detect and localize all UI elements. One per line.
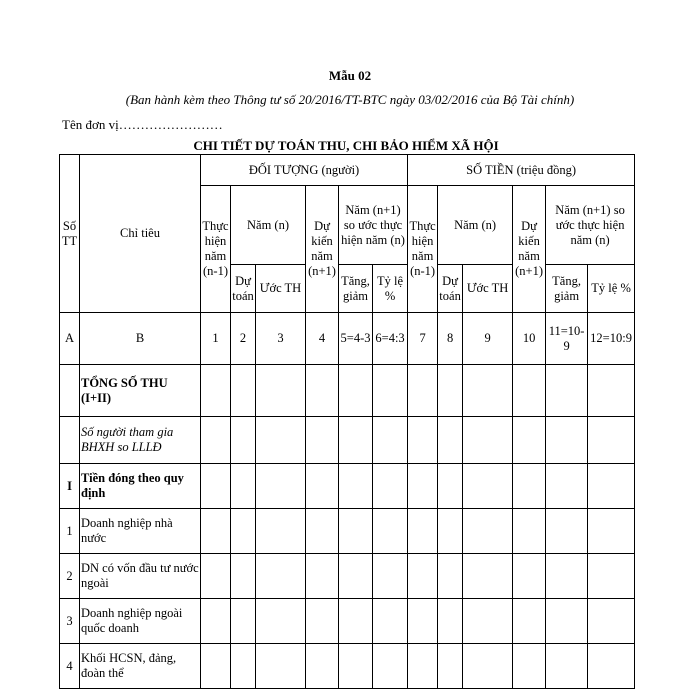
data-cell	[463, 554, 513, 599]
column-code: 3	[256, 313, 306, 365]
data-cell	[546, 554, 588, 599]
data-cell	[306, 464, 339, 509]
table-row	[60, 509, 635, 554]
data-cell	[408, 644, 438, 689]
data-cell	[231, 509, 256, 554]
header-thuc-hien: Thực hiện năm (n-1)	[201, 186, 231, 313]
data-cell	[408, 509, 438, 554]
row-stt: 3	[60, 599, 80, 644]
row-label: TỔNG SỐ THU (I+II)	[80, 365, 201, 417]
data-cell	[588, 417, 635, 464]
data-cell	[373, 554, 408, 599]
data-cell	[513, 365, 546, 417]
data-cell	[546, 644, 588, 689]
column-code: 5=4-3	[339, 313, 373, 365]
data-cell	[339, 464, 373, 509]
row-label: Doanh nghiệp ngoài quốc doanh	[80, 599, 201, 644]
data-cell	[588, 365, 635, 417]
data-cell	[373, 599, 408, 644]
data-cell	[306, 599, 339, 644]
data-cell	[408, 599, 438, 644]
data-cell	[463, 464, 513, 509]
data-cell	[438, 509, 463, 554]
issued-by-note: (Ban hành kèm theo Thông tư số 20/2016/TT-BTC ngày 03/02/2016 của Bộ Tài chính)	[125, 92, 575, 107]
column-code: 10	[513, 313, 546, 365]
row-stt: 1	[60, 509, 80, 554]
header-tang-giam: Tăng, giảm	[546, 265, 588, 313]
column-code-row	[60, 313, 635, 365]
data-cell	[438, 644, 463, 689]
data-cell	[373, 644, 408, 689]
budget-table	[59, 154, 635, 689]
header-ty-le: Tỷ lệ %	[588, 265, 635, 313]
row-label: Tiền đóng theo quy định	[80, 464, 201, 509]
header-thuc-hien: Thực hiện năm (n-1)	[408, 186, 438, 313]
data-cell	[373, 417, 408, 464]
data-cell	[339, 554, 373, 599]
table-row	[60, 365, 635, 417]
row-label: Doanh nghiệp nhà nước	[80, 509, 201, 554]
data-cell	[513, 417, 546, 464]
header-so-tien: SỐ TIỀN (triệu đồng)	[408, 155, 635, 186]
header-stt: Số TT	[60, 155, 80, 313]
column-code: 4	[306, 313, 339, 365]
data-cell	[201, 417, 231, 464]
row-stt	[60, 365, 80, 417]
data-cell	[546, 417, 588, 464]
data-cell	[588, 554, 635, 599]
data-cell	[513, 464, 546, 509]
data-cell	[438, 417, 463, 464]
data-cell	[231, 464, 256, 509]
data-cell	[513, 599, 546, 644]
data-cell	[306, 417, 339, 464]
column-code: 2	[231, 313, 256, 365]
table-row	[60, 464, 635, 509]
data-cell	[231, 644, 256, 689]
data-cell	[339, 365, 373, 417]
data-cell	[513, 509, 546, 554]
data-cell	[256, 464, 306, 509]
data-cell	[306, 644, 339, 689]
data-cell	[201, 365, 231, 417]
data-cell	[373, 464, 408, 509]
data-cell	[408, 417, 438, 464]
header-nam-n1-so-uoc: Năm (n+1) so ước thực hiện năm (n)	[546, 186, 635, 265]
table-row	[60, 417, 635, 464]
form-code: Mẫu 02	[328, 68, 372, 83]
data-cell	[373, 365, 408, 417]
column-code: 11=10-9	[546, 313, 588, 365]
data-cell	[463, 599, 513, 644]
data-cell	[546, 464, 588, 509]
column-code: 7	[408, 313, 438, 365]
data-cell	[463, 509, 513, 554]
data-cell	[339, 509, 373, 554]
data-cell	[339, 644, 373, 689]
data-cell	[231, 554, 256, 599]
column-code: B	[80, 313, 201, 365]
unit-name-line: Tên đơn vị……………………	[62, 117, 223, 132]
data-cell	[438, 554, 463, 599]
data-cell	[438, 464, 463, 509]
data-cell	[408, 365, 438, 417]
data-cell	[256, 599, 306, 644]
data-cell	[201, 554, 231, 599]
data-cell	[463, 644, 513, 689]
data-cell	[306, 554, 339, 599]
data-cell	[231, 599, 256, 644]
table-row	[60, 644, 635, 689]
row-stt	[60, 417, 80, 464]
header-doi-tuong: ĐỐI TƯỢNG (người)	[201, 155, 408, 186]
column-code: A	[60, 313, 80, 365]
data-cell	[438, 365, 463, 417]
header-du-toan: Dự toán	[438, 265, 463, 313]
data-cell	[339, 417, 373, 464]
row-stt: 4	[60, 644, 80, 689]
header-nam-n: Năm (n)	[231, 186, 306, 265]
data-cell	[256, 365, 306, 417]
data-cell	[231, 365, 256, 417]
data-cell	[231, 417, 256, 464]
row-stt: 2	[60, 554, 80, 599]
header-du-toan: Dự toán	[231, 265, 256, 313]
data-cell	[588, 599, 635, 644]
data-cell	[256, 554, 306, 599]
data-cell	[588, 509, 635, 554]
data-cell	[201, 464, 231, 509]
data-cell	[201, 599, 231, 644]
header-nam-n: Năm (n)	[438, 186, 513, 265]
data-cell	[513, 554, 546, 599]
data-cell	[588, 464, 635, 509]
data-cell	[513, 644, 546, 689]
data-cell	[546, 509, 588, 554]
data-cell	[373, 509, 408, 554]
column-code: 8	[438, 313, 463, 365]
data-cell	[463, 365, 513, 417]
data-cell	[408, 464, 438, 509]
table-row	[60, 599, 635, 644]
data-cell	[256, 417, 306, 464]
header-nam-n1-so-uoc: Năm (n+1) so ước thực hiện năm (n)	[339, 186, 408, 265]
header-tang-giam: Tăng, giảm	[339, 265, 373, 313]
data-cell	[546, 599, 588, 644]
data-cell	[306, 509, 339, 554]
column-code: 12=10:9	[588, 313, 635, 365]
row-label: Số người tham gia BHXH so LLLĐ	[80, 417, 201, 464]
header-du-kien: Dự kiến năm (n+1)	[306, 186, 339, 313]
data-cell	[438, 599, 463, 644]
data-cell	[546, 365, 588, 417]
data-cell	[306, 365, 339, 417]
data-cell	[408, 554, 438, 599]
header-uoc-th: Ước TH	[256, 265, 306, 313]
header-uoc-th: Ước TH	[463, 265, 513, 313]
table-body	[60, 155, 635, 689]
data-cell	[463, 417, 513, 464]
document-title: CHI TIẾT DỰ TOÁN THU, CHI BẢO HIỂM XÃ HỘI	[193, 138, 499, 153]
column-code: 9	[463, 313, 513, 365]
column-code: 6=4:3	[373, 313, 408, 365]
data-cell	[339, 599, 373, 644]
header-chi-tieu: Chỉ tiêu	[80, 155, 201, 313]
header-ty-le: Tỷ lệ %	[373, 265, 408, 313]
data-cell	[256, 644, 306, 689]
column-code: 1	[201, 313, 231, 365]
data-cell	[256, 509, 306, 554]
data-cell	[201, 644, 231, 689]
table-row	[60, 554, 635, 599]
header-du-kien: Dự kiến năm (n+1)	[513, 186, 546, 313]
data-cell	[201, 509, 231, 554]
row-stt: I	[60, 464, 80, 509]
row-label: DN có vốn đầu tư nước ngoài	[80, 554, 201, 599]
row-label: Khối HCSN, đảng, đoàn thể	[80, 644, 201, 689]
data-cell	[588, 644, 635, 689]
